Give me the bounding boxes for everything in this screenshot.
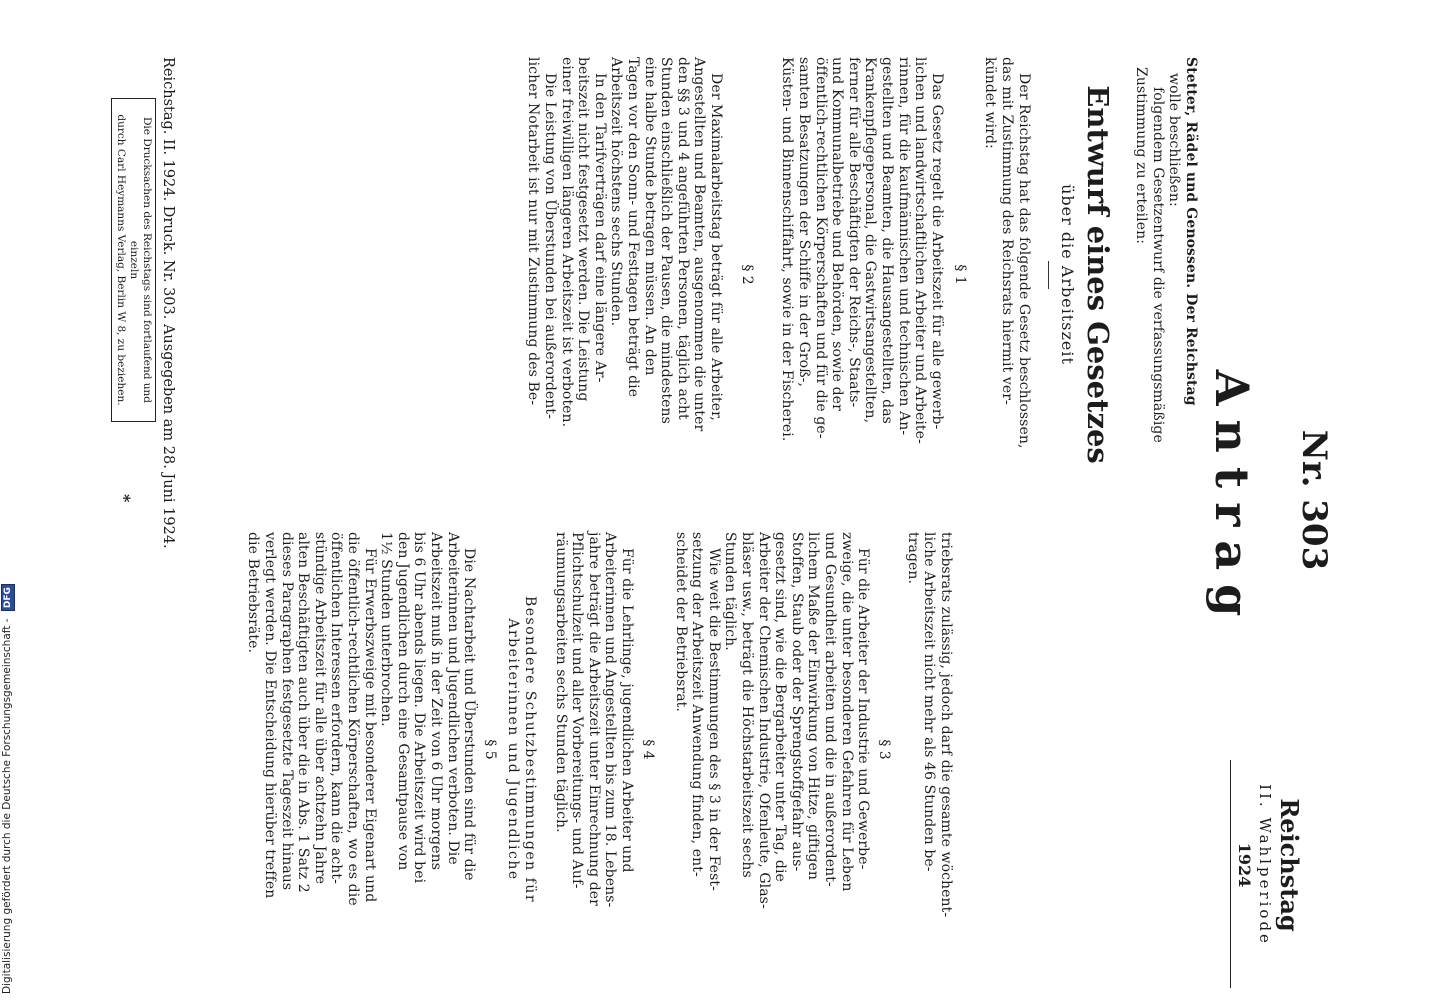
s3-line: Stoffen, Staub oder der Sprengstoffgefahr aus-: [788, 532, 805, 872]
s5-line: den Jugendlichen durch eine Gesamtpause von: [394, 532, 411, 871]
s5-line: alten Beschäftigten auch über die in Abs. 1 Satz 2: [295, 532, 312, 893]
section-heading: § 5: [482, 739, 499, 760]
s1-line: gestellten und Beamten, die Hausangestellten, das: [879, 57, 896, 424]
entwurf-title: Entwurf eines Gesetzes: [1080, 85, 1115, 464]
s3-line: Arbeiter der Chemischen Industrie, Ofenleute, Glas-: [755, 532, 772, 909]
preamble-line: kündet wird:: [982, 57, 999, 149]
s4-line: Pflichtschulzeit und aller Vorbereitungs- und Auf-: [569, 532, 586, 889]
s1-line: Krankenpflegepersonal, die Gastwirtsangestellten,: [862, 57, 879, 424]
s1-line: und Kommunalbetriebe und Behörden, sowie der: [829, 57, 846, 411]
title-divider: [1048, 261, 1049, 289]
year-label: 1924: [1235, 842, 1254, 888]
entwurf-subtitle: über die Arbeitszeit: [1057, 184, 1077, 365]
s3-line: lichem Maße der Einwirkung von Hitze, giftigen: [805, 532, 822, 881]
s5-line: öffentlichen Interessen erfordern, kann die acht-: [328, 532, 345, 884]
s5-line: die öffentlich-rechtlichen Körperschaften, wo es die: [344, 532, 361, 906]
s1-line: rinnen, für die kaufmännischen und technischen An-: [895, 57, 912, 436]
s2-line: In den Tarifverträgen darf eine längere Ar-: [591, 73, 608, 383]
document-title: Antrag: [1205, 369, 1259, 631]
intro-line: wolle beschließen:: [1166, 73, 1183, 207]
s2-line: Stunden einschließlich der Pausen, die mindestens: [658, 57, 675, 424]
s1-line: ferner für alle Beschäftigten der Reichs-, Staats-: [845, 57, 862, 408]
s2-line: eine halbe Stunde betragen müssen. An den: [641, 57, 658, 376]
s3-line: Wie weit die Bestimmungen des § 3 in der Fest-: [705, 548, 722, 891]
header-rule: [1230, 760, 1231, 988]
s1-line: samten Besatzungen der Schiffe in der Groß-,: [796, 57, 813, 388]
section-heading: § 4: [640, 739, 657, 760]
s3-line: scheidet der Betriebsrat.: [672, 532, 689, 712]
s5-line: Die Nachtarbeit und Überstunden sind für die: [461, 548, 478, 881]
s2-line: Der Maximalarbeitstag beträgt für alle Arbeiter,: [707, 73, 724, 421]
preamble-line: Der Reichstag hat das folgende Gesetz beschlossen,: [1015, 73, 1032, 449]
s3-line: Für die Arbeiter der Industrie und Gewerbe-: [855, 548, 872, 870]
s1-line: lichen und landwirtschaftlichen Arbeiter und Arbeite-: [912, 57, 929, 444]
s3-line: bläser usw., beträgt die Höchstarbeitszeit sechs: [739, 532, 756, 878]
s2-line: beitszeit nicht festgesetzt werden. Die Leistung: [575, 57, 592, 402]
s2-line: Tagen vor den Sonn- und Festtagen beträgt die: [624, 57, 641, 398]
intro-line: Stetter, Rädel und Genossen. Der Reichstag: [1183, 57, 1199, 406]
special-heading: Besondere Schutzbestimmungen für: [522, 595, 539, 904]
document-number: Nr. 303: [1294, 429, 1334, 571]
s4-line: jahre beträgt die Arbeitszeit unter Einrechnung der: [585, 532, 602, 906]
credit-text: Digitalisierung gefördert durch die Deutsche Forschungsgemeinschaft -: [1, 618, 13, 994]
s3-line: Stunden täglich.: [722, 532, 739, 651]
wahlperiode-label: II. Wahlperiode: [1256, 784, 1274, 946]
intro-line: Zustimmung zu erteilen:: [1133, 67, 1150, 245]
s2-line: Arbeitszeit höchstens sechs Stunden.: [608, 57, 625, 327]
s5-line: verlegt werden. Die Entscheidung hierüber treffen: [262, 532, 278, 899]
s5-line: die Betriebsräte.: [245, 532, 262, 654]
s4-line: räumungsarbeiten sechs Stunden täglich.: [552, 532, 569, 833]
s2-line: den §§ 3 und 4 angeführten Personen, täglich acht: [674, 57, 691, 420]
s3-line: gesetzt sind, wie die Bergarbeiter unter Tag, die: [772, 532, 789, 882]
s1-line: Küsten- und Binnenschiffahrt, sowie in der Fischerei.: [779, 57, 796, 442]
left-column: [525, 57, 1199, 492]
reichstag-label: Reichstag: [1275, 798, 1304, 932]
s5-line: Arbeiterinnen und Jugendlichen verboten. Die: [444, 532, 461, 865]
notice-line: durch Carl Heymanns Verlag, Berlin W 8, zu beziehen.: [115, 114, 127, 406]
s5-line: dieses Paragraphen festgesetzte Tageszeit hinaus: [278, 532, 295, 891]
dfg-logo: DFG: [1, 584, 15, 611]
s2-line: einer freiwilligen längeren Arbeitszeit ist verboten.: [558, 57, 575, 428]
imprint-line: Reichstag. II. 1924. Druck. Nr. 303. Ausgegeben am 28. Juni 1924.: [160, 57, 176, 549]
continuation-line: tragen.: [904, 532, 921, 585]
s3-line: setzung der Arbeitszeit Anwendung finden, ent-: [689, 532, 706, 877]
preamble-line: das mit Zustimmung des Reichsrats hiermit ver-: [999, 57, 1016, 405]
special-heading: Arbeiterinnen und Jugendliche: [505, 618, 522, 881]
digitization-credit: [0, 9, 15, 994]
s4-line: Für die Lehrlinge, jugendlichen Arbeiter und: [619, 548, 636, 873]
s5-line: Arbeitszeit muß in der Zeit von 6 Uhr morgens: [427, 532, 444, 871]
s1-line: öffentlich-rechtlichen Körperschaften und für die ge-: [812, 57, 829, 439]
s5-line: stündige Arbeitszeit für alle über achtzehn Jahre: [311, 532, 328, 885]
s5-line: 1½ Stunden unterbrochen.: [378, 532, 395, 727]
section-heading: § 1: [951, 264, 968, 285]
s2-line: Angestellten und Beamten, ausgenommen die unter: [691, 57, 708, 432]
continuation-line: liche Arbeitszeit nicht mehr als 46 Stunden be-: [921, 532, 938, 872]
s2-line: licher Notarbeit ist nur mit Zustimmung des Be-: [525, 57, 542, 406]
section-heading: § 3: [876, 739, 893, 760]
s2-line: Die Leistung von Überstunden bei außerordent-: [541, 73, 558, 419]
section-heading: § 2: [738, 264, 755, 285]
s1-line: Das Gesetz regelt die Arbeitszeit für alle gewerb-: [928, 73, 945, 430]
footer-asterisk: *: [115, 494, 134, 503]
continuation-line: triebsrats zulässig, jedoch darf die gesamte wöchent-: [938, 532, 954, 918]
s3-line: und Gesundheit arbeiten und die in außerordent-: [822, 532, 839, 887]
s3-line: zweige, die unter besonderen Gefahren für Leben: [838, 532, 855, 892]
notice-line: Die Drucksachen des Reichstags sind fortlaufend und einzeln: [128, 116, 153, 404]
intro-line: folgendem Gesetzentwurf die verfassungsmäßige: [1149, 87, 1166, 443]
distribution-notice: [111, 98, 156, 422]
s5-line: Für Erwerbszweige mit besonderer Eigenart und: [361, 548, 378, 903]
right-column: [245, 532, 954, 967]
s5-line: bis 6 Uhr abends liegen. Die Arbeitszeit wird bei: [411, 532, 428, 884]
s4-line: Arbeiterinnen und Angestellten bis zum 18. Lebens-: [602, 532, 619, 908]
